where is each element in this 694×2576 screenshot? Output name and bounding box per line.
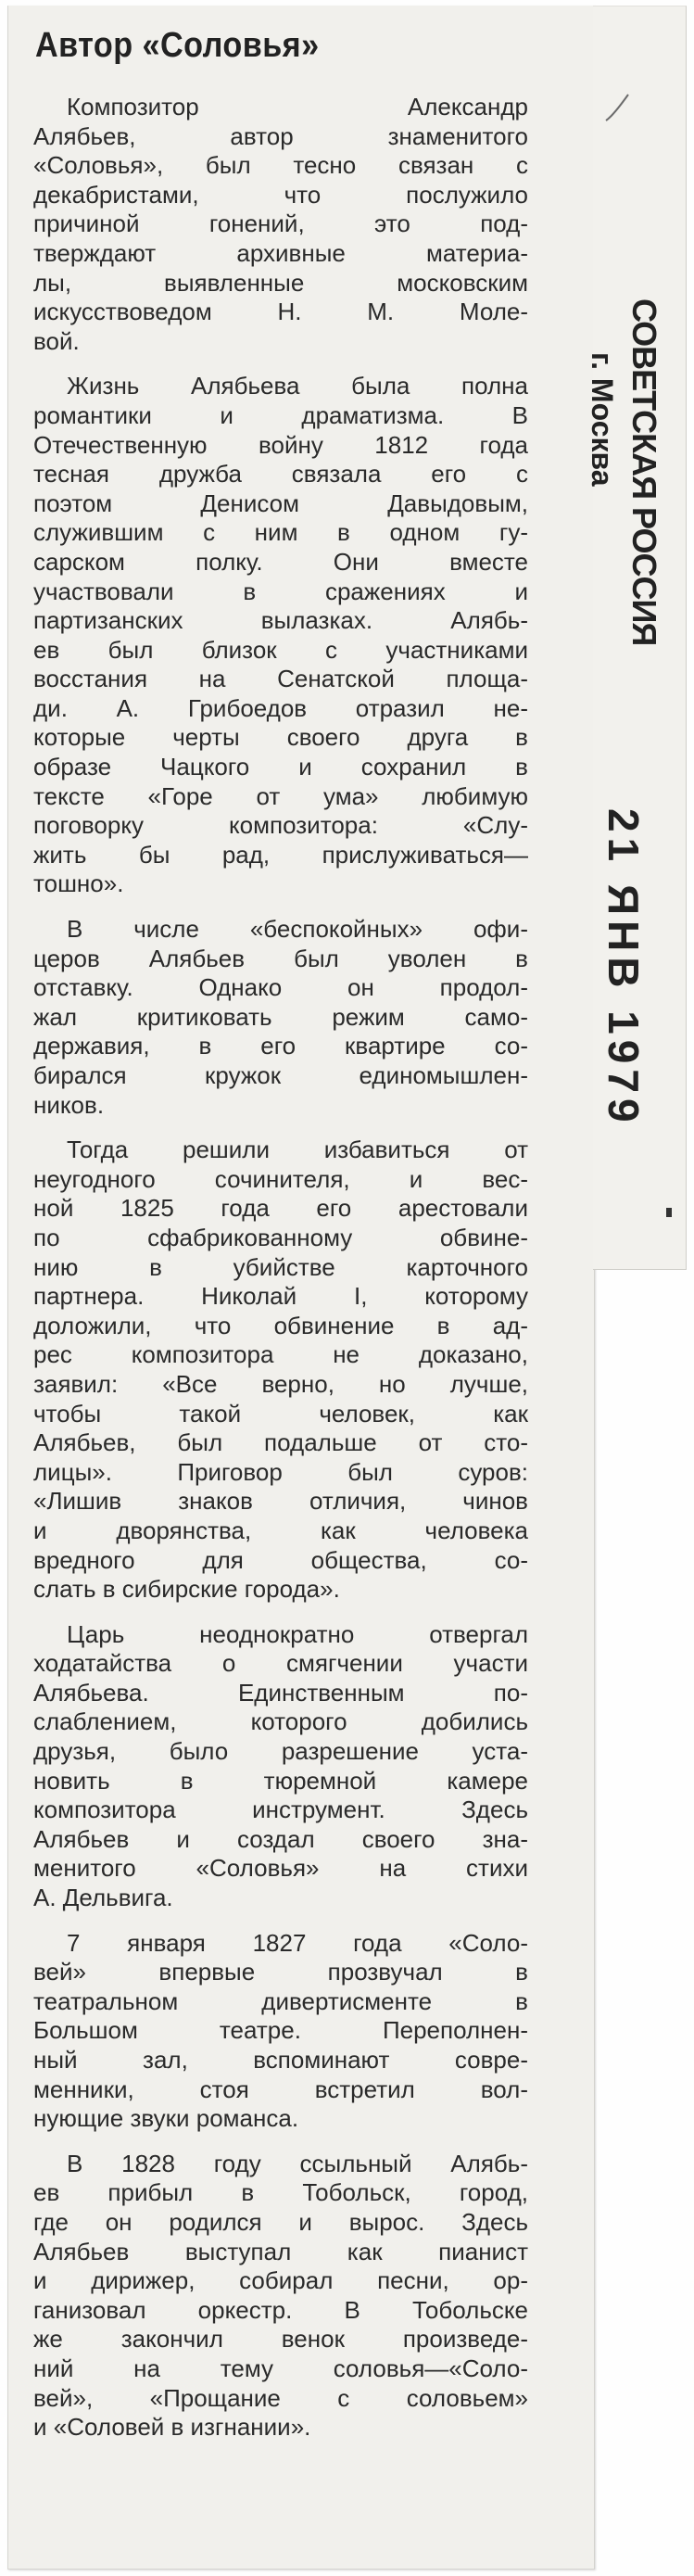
- text-line: партнера. Николай I, которому: [33, 1282, 528, 1311]
- text-line: «Соловья», был тесно связан с: [33, 151, 528, 180]
- text-line: Алябьев, автор знаменитого: [33, 121, 528, 150]
- text-line: вей», «Прощание с соловьем»: [33, 2383, 528, 2412]
- article-body: [33, 93, 528, 2443]
- text-line: ной 1825 года его арестовали: [33, 1194, 528, 1223]
- text-line: где он родился и вырос. Здесь: [33, 2207, 528, 2236]
- text-line: слаблением, которого добились: [33, 1707, 528, 1736]
- text-line: «Лишив знаков отличия, чинов: [33, 1487, 528, 1516]
- text-line: которые черты своего друга в: [33, 723, 528, 752]
- text-line: Отечественную войну 1812 года: [33, 430, 528, 459]
- text-line: ников.: [33, 1090, 105, 1119]
- text-line: нующие звуки романса.: [33, 2104, 299, 2133]
- text-line: Царь неоднократно отвергал: [67, 1619, 528, 1648]
- text-line: чтобы такой человек, как: [33, 1399, 528, 1428]
- text-line: ний на тему соловья—«Соло-: [33, 2354, 528, 2382]
- text-line: композитора инструмент. Здесь: [33, 1796, 528, 1824]
- text-line: ходатайства о смягчении участи: [33, 1649, 528, 1678]
- text-line: поэтом Денисом Давыдовым,: [33, 489, 528, 517]
- text-line: доложили, что обвинение в ад-: [33, 1311, 528, 1339]
- text-line: тесная дружба связала его с: [33, 460, 528, 489]
- text-line: по сфабрикованному обвине-: [33, 1223, 528, 1251]
- text-line: Алябьева. Единственным по-: [33, 1678, 528, 1707]
- article-paragraph: [33, 372, 528, 899]
- text-line: вей» впервые прозвучал в: [33, 1958, 528, 1986]
- text-line: ный зал, вспоминают совре-: [33, 2046, 528, 2074]
- text-line: партизанских вылазках. Алябь-: [33, 606, 528, 635]
- text-line: ев прибыл в Тобольск, город,: [33, 2178, 528, 2207]
- text-line: В 1828 году ссыльный Алябь-: [67, 2149, 528, 2177]
- article-paragraph: [33, 93, 528, 356]
- text-line: ди. А. Грибоедов отразил не-: [33, 693, 528, 722]
- text-line: тверждают архивные материа-: [33, 238, 528, 267]
- text-line: участвовали в сражениях и: [33, 577, 528, 605]
- text-line: искусствоведом Н. М. Моле-: [33, 298, 528, 326]
- text-line: служившим с ним в одном гу-: [33, 518, 528, 547]
- text-line: лицы». Приговор был суров:: [33, 1457, 528, 1486]
- text-line: ев был близок с участниками: [33, 635, 528, 664]
- text-line: сарском полку. Они вместе: [33, 547, 528, 576]
- article-paragraph: [33, 2150, 528, 2443]
- text-line: и дворянства, как человека: [33, 1516, 528, 1544]
- text-line: Большом театре. Переполнен-: [33, 2016, 528, 2045]
- text-line: Композитор Александр: [67, 93, 528, 121]
- text-line: поговорку композитора: «Слу-: [33, 811, 528, 840]
- article-paragraph: [33, 1136, 528, 1605]
- text-line: тексте «Горе от ума» любимую: [33, 781, 528, 810]
- text-line: ганизовал оркестр. В Тобольске: [33, 2295, 528, 2324]
- text-line: Алябьев, был подальше от сто-: [33, 1428, 528, 1457]
- text-line: тошно».: [33, 869, 124, 898]
- text-line: друзья, было разрешение уста-: [33, 1737, 528, 1766]
- text-line: театральном дивертисменте в: [33, 1986, 528, 2015]
- text-line: неугодного сочинителя, и вес-: [33, 1164, 528, 1193]
- text-line: же закончил венок произведе-: [33, 2325, 528, 2354]
- text-line: державия, в его квартире со-: [33, 1032, 528, 1060]
- text-line: романтики и драматизма. В: [33, 400, 528, 429]
- text-line: менники, стоя встретил вол-: [33, 2075, 528, 2103]
- text-line: новить в тюремной камере: [33, 1766, 528, 1795]
- text-line: слать в сибирские города».: [33, 1575, 340, 1604]
- text-line: и дирижер, собирал песни, ор-: [33, 2266, 528, 2295]
- text-line: менитого «Соловья» на стихи: [33, 1854, 528, 1883]
- text-line: нию в убийстве карточного: [33, 1252, 528, 1281]
- text-line: и «Соловей в изгнании».: [33, 2413, 311, 2442]
- article-paragraph: [33, 1620, 528, 1913]
- text-line: жить бы рад, прислуживаться—: [33, 840, 528, 869]
- text-line: В числе «беспокойных» офи-: [67, 915, 528, 944]
- pencil-tick-mark: [604, 93, 630, 126]
- date-stamp: 21 ЯНВ 1979: [599, 808, 648, 1128]
- text-line: жал критиковать режим само-: [33, 1002, 528, 1031]
- text-line: лы, выявленные московским: [33, 268, 528, 297]
- article-paragraph: [33, 915, 528, 1120]
- text-line: Тогда решили избавиться от: [67, 1136, 528, 1164]
- text-line: церов Алябьев был уволен в: [33, 944, 528, 972]
- headline: Автор «Соловья»: [35, 26, 320, 65]
- text-line: причиной гонений, это под-: [33, 209, 528, 238]
- text-line: Алябьев выступал как пианист: [33, 2237, 528, 2265]
- text-line: А. Дельвига.: [33, 1884, 173, 1912]
- text-line: вредного для общества, со-: [33, 1545, 528, 1574]
- text-line: Алябьев и создал своего зна-: [33, 1824, 528, 1853]
- newspaper-name: СОВЕТСКАЯ РОССИЯ: [625, 298, 663, 646]
- text-line: декабристами, что послужило: [33, 180, 528, 209]
- text-line: 7 января 1827 года «Соло-: [67, 1928, 528, 1957]
- text-line: восстания на Сенатской площа-: [33, 665, 528, 693]
- text-line: образе Чацкого и сохранил в: [33, 753, 528, 781]
- newspaper-city: г. Москва: [586, 352, 619, 487]
- text-line: рес композитора не доказано,: [33, 1340, 528, 1369]
- text-line: заявил: «Все верно, но лучше,: [33, 1369, 528, 1398]
- dash-mark: [665, 1207, 673, 1218]
- text-line: вой.: [33, 326, 80, 355]
- text-line: бирался кружок единомышлен-: [33, 1061, 528, 1089]
- text-line: отставку. Однако он продол-: [33, 973, 528, 1002]
- article-paragraph: [33, 1929, 528, 2134]
- text-line: Жизнь Алябьева была полна: [67, 372, 528, 400]
